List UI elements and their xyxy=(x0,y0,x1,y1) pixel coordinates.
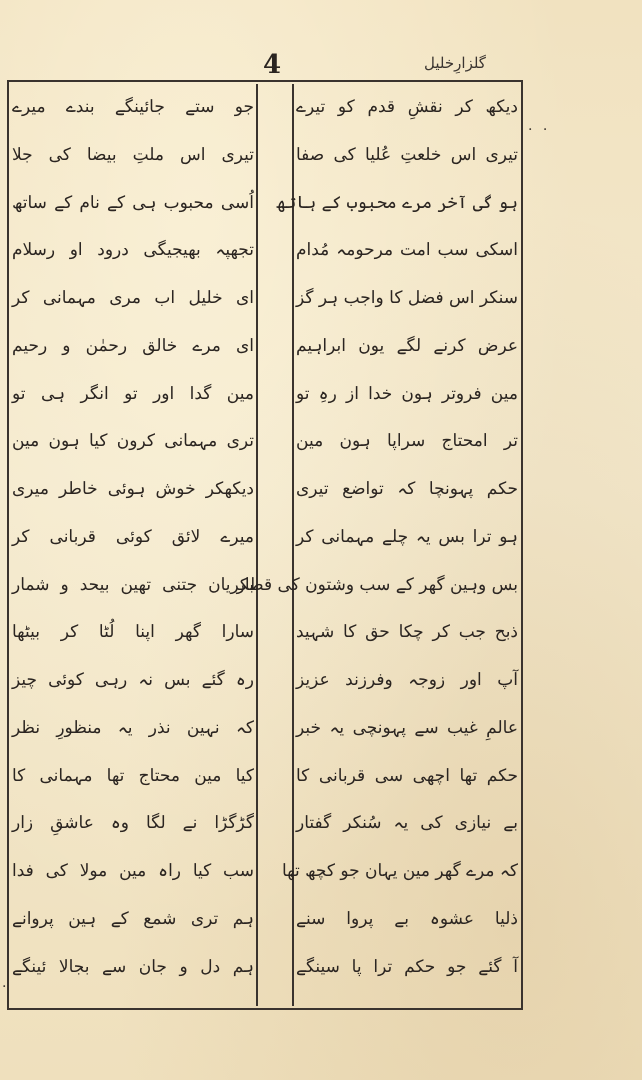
verse-line: آ گئے جو حکم ترا پا سینگے xyxy=(296,956,518,977)
verse-line: میرے لائق کوئی قربانی کر xyxy=(12,526,254,547)
right-column xyxy=(236,94,518,994)
verse-line: بے نیازی کی یہ سُنکر گفتار xyxy=(296,813,518,834)
verse-line: سب کیا راہ مین مولا کی فدا xyxy=(12,861,254,882)
verse-line: اسکی سب امت مرحومہ مُدام xyxy=(296,240,518,261)
verse-line: تری مہمانی کرون کیا ہون مین xyxy=(12,431,254,452)
verse-line: ہم تری شمع کے ہین پروانے xyxy=(12,909,254,930)
column-divider-left xyxy=(256,84,258,1006)
verse-line: ای مرے خالق رحمٰن و رحیم xyxy=(12,335,254,356)
margin-dots-right: . . xyxy=(528,118,551,134)
verse-line: مین گدا اور تو انگر ہی تو xyxy=(12,383,254,404)
verse-line: سارا گھر اپنا لُٹا کر بیٹھا xyxy=(12,622,254,643)
verse-line: دیکھکر خوش ہوئی خاطر میری xyxy=(12,479,254,500)
verse-line: اُسی محبوب ہی کے نام کے ساتھ xyxy=(12,192,254,213)
margin-dots-left: . xyxy=(2,975,7,991)
verse-line: تجھپہ بھیجیگی درود او رسلام xyxy=(12,240,254,261)
verse-line: ہو ترا بس یہ چلے مہمانی کر xyxy=(296,526,518,547)
verse-line: عرض کرنے لگے یون ابراہیم xyxy=(296,335,518,356)
verse-line: ذلیا عشوہ بے پروا سنے xyxy=(296,909,518,930)
verse-line: کیا مین محتاج تھا مہمانی کا xyxy=(12,765,254,786)
verse-line: کہ مرے گھر مین یہان جو کچھ تھا xyxy=(281,861,518,882)
verse-line: تر امحتاج سراپا ہون مین xyxy=(296,431,518,452)
verse-line: تیری اس ملتِ بیضا کی جلا xyxy=(12,144,254,165)
verse-line: کہ نہین نذر یہ منظورِ نظر xyxy=(12,717,254,738)
verse-line: بکریان جتنی تھین بیحد و شمار xyxy=(12,574,254,595)
verse-line: حکم تھا اچھی سی قربانی کا xyxy=(296,765,518,786)
verse-line: رہ گئے بس نہ رہی کوئی چیز xyxy=(12,670,254,691)
verse-line: دیکھ کر نقشِ قدم کو تیرے xyxy=(296,97,518,117)
verse-line: حکم پہونچا کہ تواضع تیری xyxy=(296,479,518,500)
verse-line: آپ اور زوجہ وفرزند عزیز xyxy=(296,670,518,691)
verse-line: ہو گی آخر مرے محبوب کے ہاتھ xyxy=(276,192,518,213)
verse-line: جو ستے جائینگے بندے میرے xyxy=(12,97,254,117)
verse-line: تیری اس خلعتِ عُلیا کی صفا xyxy=(296,144,518,165)
verse-line: عالمِ غیب سے پہونچی یہ خبر xyxy=(296,717,518,738)
left-column xyxy=(12,94,254,994)
page-number: 4 xyxy=(262,50,282,80)
verse-line: بس وہین گھر کے سب وشتون کی قطار xyxy=(236,574,518,595)
verse-line: مین فروتر ہون خدا از رہِ تو xyxy=(296,383,518,404)
verse-line: ہم دل و جان سے بجالا ئینگے xyxy=(12,956,254,977)
verse-line: گڑگڑا نے لگا وہ عاشقِ زار xyxy=(12,813,254,834)
verse-line: ای خلیل اب مری مہمانی کر xyxy=(12,288,254,309)
running-title: گلزارِخلیل xyxy=(424,54,486,72)
verse-line: سنکر اس فضل کا واجب ہر گز xyxy=(295,288,518,309)
verse-line: ذبح جب کر چکا حق کا شہید xyxy=(296,622,518,643)
